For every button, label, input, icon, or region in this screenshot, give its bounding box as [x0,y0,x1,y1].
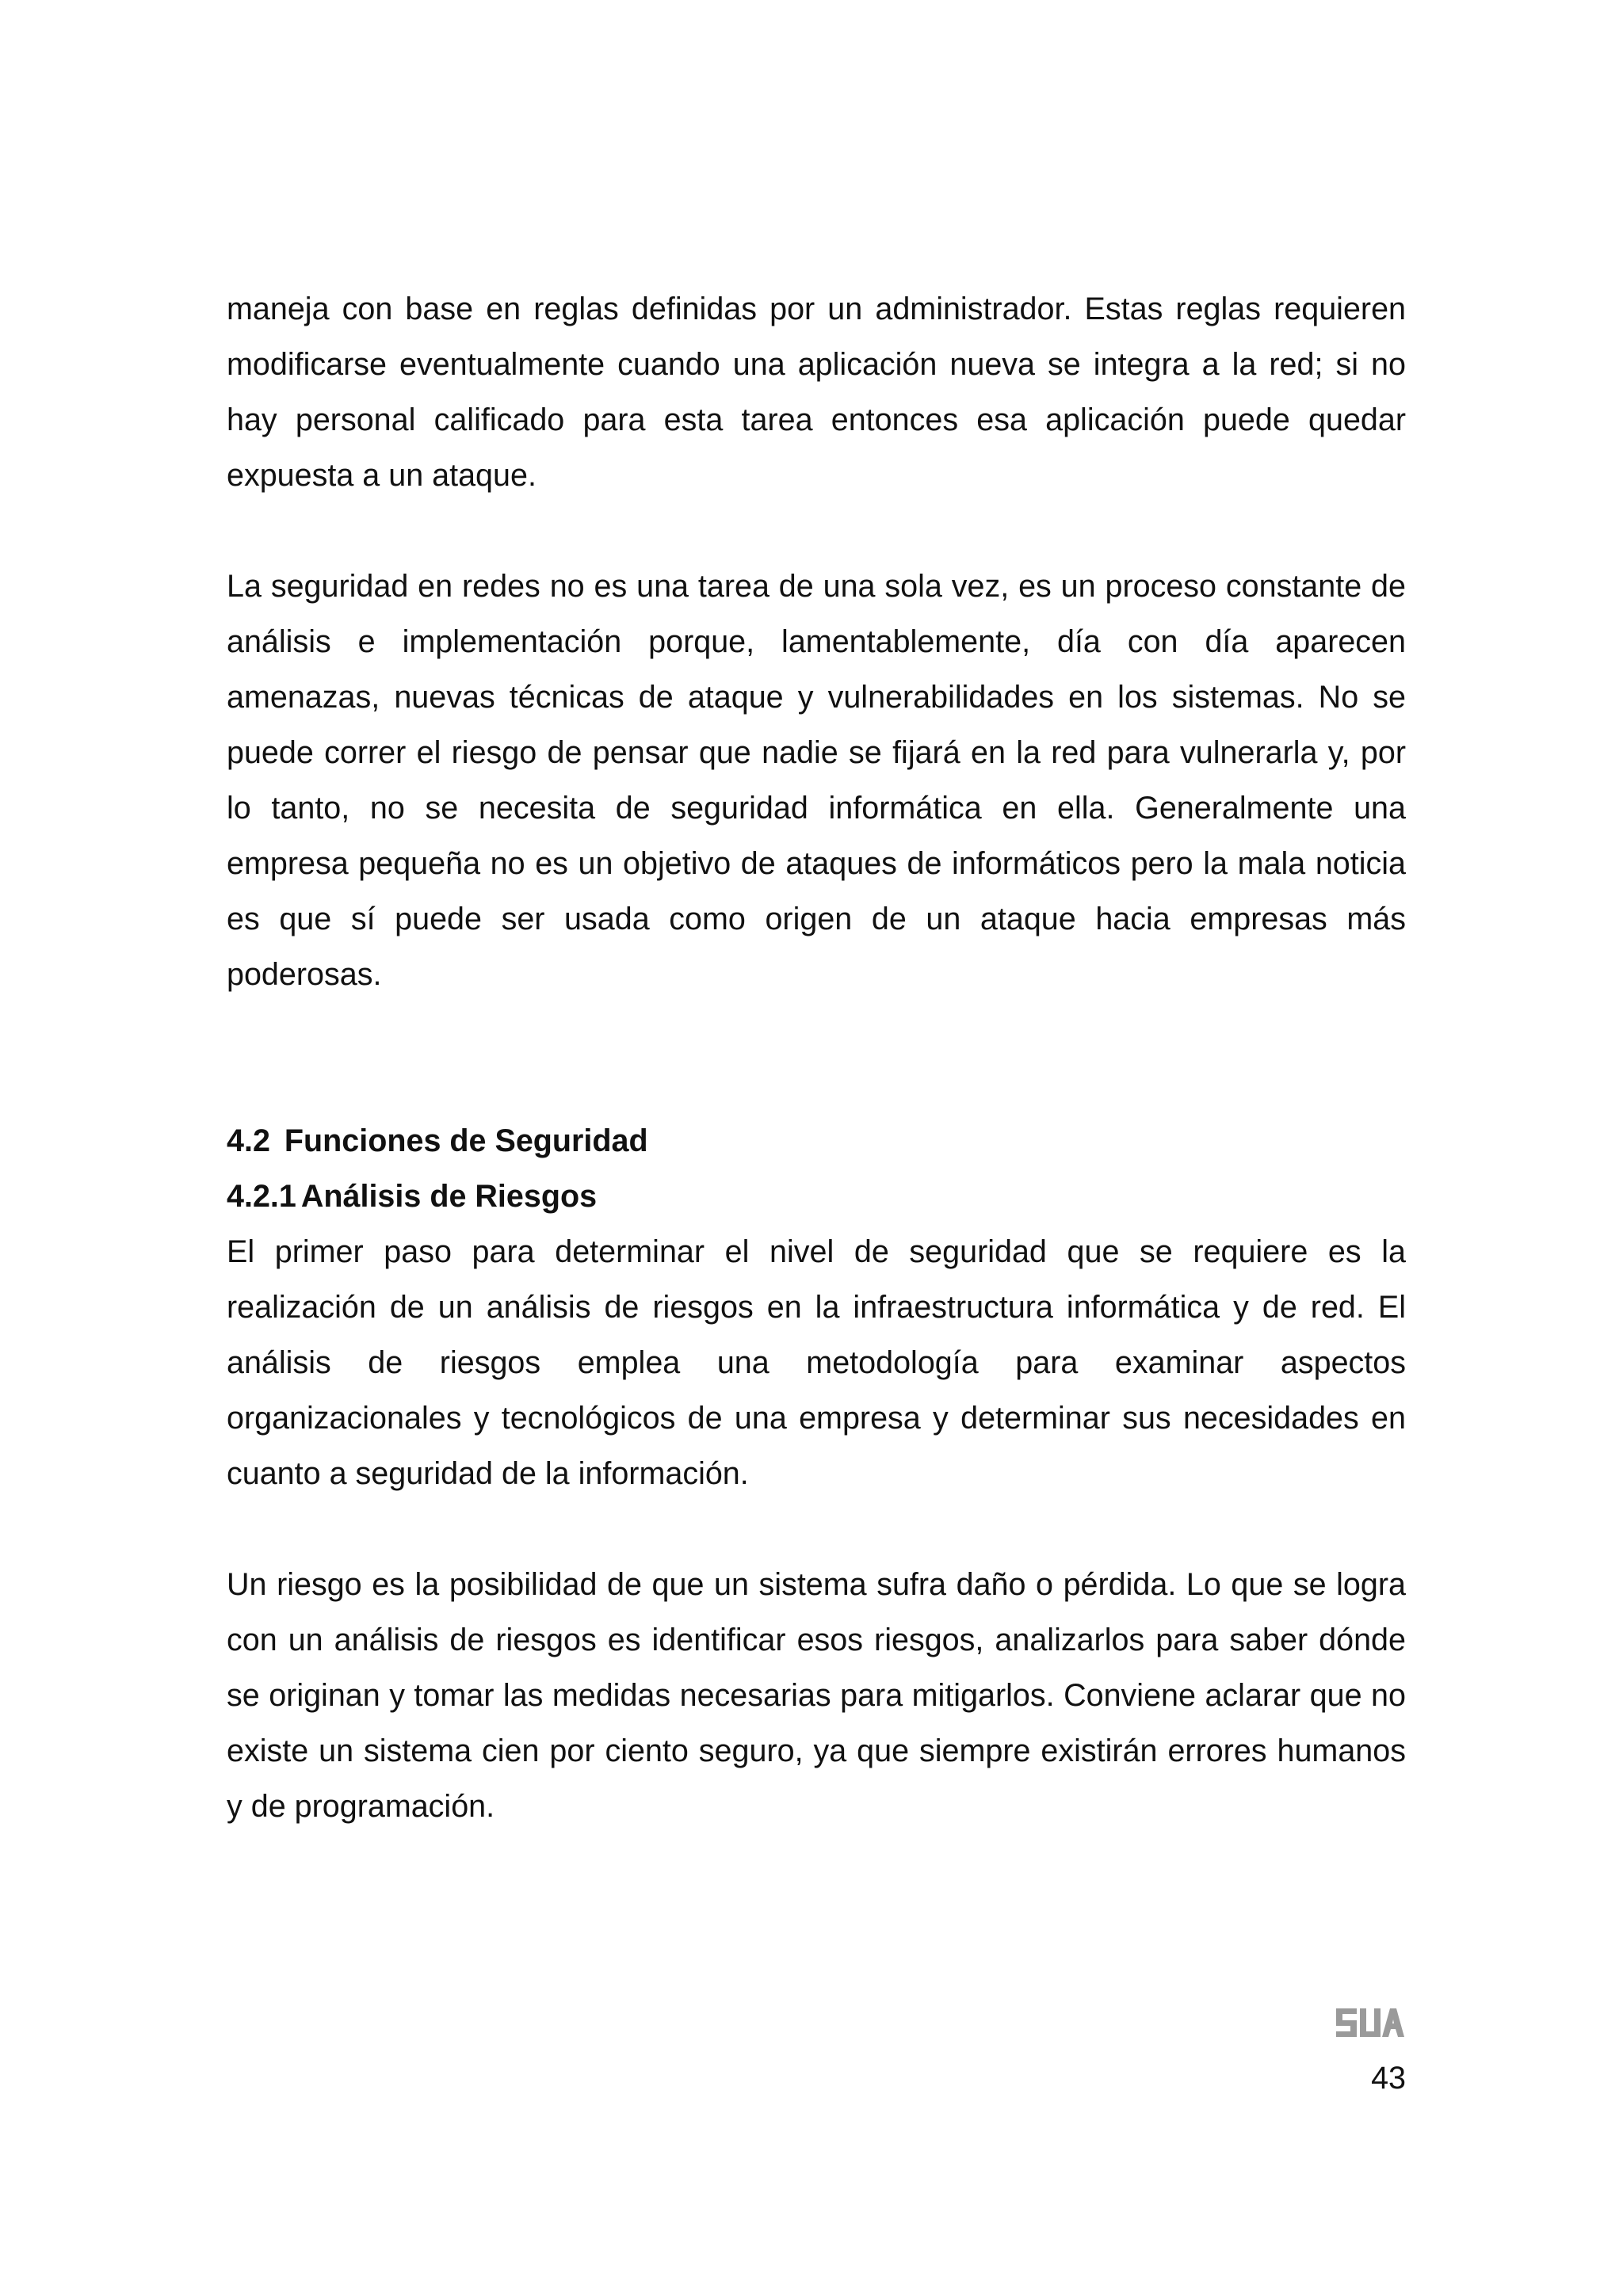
section-heading [227,1113,1406,1169]
subsection-number: 4.2.1 [227,1179,296,1214]
page-content [227,281,1406,1834]
section-number: 4.2 [227,1123,270,1158]
paragraph: Un riesgo es la posibilidad de que un sistema sufra daño o pérdida. Lo que se logra con un análisis de riesgos es identificar esos riesgos, analizarlos para saber dónde se originan y tomar las medidas necesarias para mitigarlos. Conviene aclarar que no existe un sistema cien por ciento seguro, ya que siempre existirán errores humanos y de programación. [227,1567,1406,1824]
sua-logo [1335,2007,1406,2039]
subsection-heading [227,1169,1406,1224]
section-title: Funciones de Seguridad [284,1123,648,1158]
page-number: 43 [1371,2061,1406,2096]
paragraph: maneja con base en reglas definidas por un administrador. Estas reglas requieren modificarse eventualmente cuando una aplicación nueva se integra a la red; si no hay personal calificado para esta tarea entonces esa aplicación puede quedar expuesta a un ataque. [227,292,1406,493]
subsection-title: Análisis de Riesgos [300,1179,598,1214]
paragraph: La seguridad en redes no es una tarea de una sola vez, es un proceso constante de análisis e implementación porque, lamentablemente, día con día aparecen amenazas, nuevas técnicas de ataque y vulnerabilidades en los sistemas. No se puede correr el riesgo de pensar que nadie se fijará en la red para vulnerarla y, por lo tanto, no se necesita de seguridad informática en ella. Generalmente una empresa pequeña no es un objetivo de ataques de informáticos pero la mala noticia es que sí puede ser usada como origen de un ataque hacia empresas más poderosas. [227,569,1406,992]
paragraph: El primer paso para determinar el nivel de seguridad que se requiere es la realización de un análisis de riesgos en la infraestructura informática y de red. El análisis de riesgos emplea una metodología para examinar aspectos organizacionales y tecnológicos de una empresa y determinar sus necesidades en cuanto a seguridad de la información. [227,1234,1406,1491]
section-heading-block [227,1113,1406,1224]
